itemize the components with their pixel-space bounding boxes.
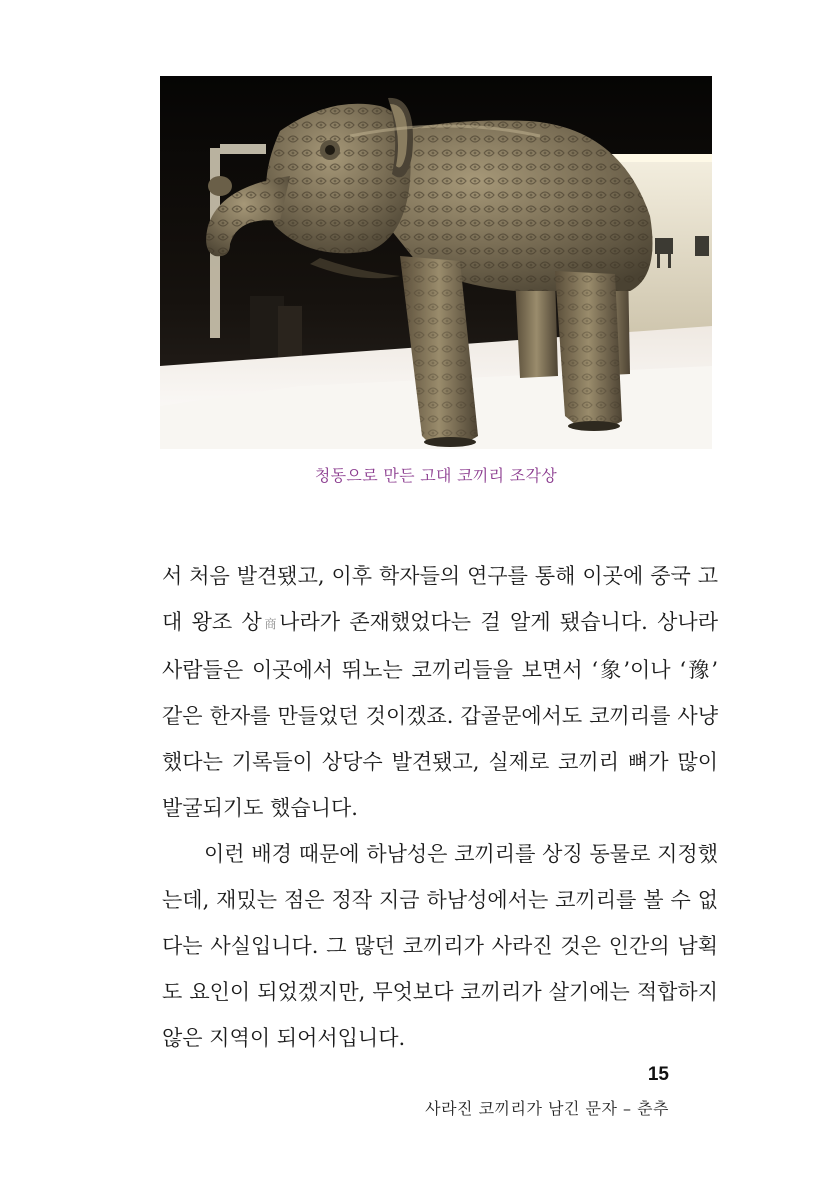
paragraph-2: 이런 배경 때문에 하남성은 코끼리를 상징 동물로 지정했는데, 재밌는 점은 정작 지금 하남성에서는 코끼리를 볼 수 없다는 사실입니다. 그 많던 코끼리가 사라진 것은 인간의 남획도 요인이 되었겠지만, 무엇보다 코끼리가 살기에는 적합하지 않은 지역이 되어서입니다. [162, 842, 718, 1050]
paragraph-1 [162, 553, 718, 831]
page-number: 15 [647, 1064, 669, 1085]
paragraph-1-part-2: 나라가 존재했었다는 걸 알게 됐습니다. 상나라 사람들은 이곳에서 뛰노는 코끼리들을 보면서 ‘象’이나 ‘豫’ 같은 한자를 만들었던 것이겠죠. 갑골문에서도 코끼리를 사냥했다는 기록들이 상당수 발견됐고, 실제로 코끼리 뼈가 많이 발굴되기도 했습니다. [162, 610, 718, 820]
paragraph-1-part-1: 서 처음 발견됐고, 이후 학자들의 연구를 통해 이곳에 중국 고대 왕조 상 [162, 564, 718, 634]
photo-caption: 청동으로 만든 고대 코끼리 조각상 [314, 466, 558, 485]
bronze-elephant-photo [160, 76, 712, 449]
hanja-annotation: 商 [261, 617, 280, 631]
body-text [162, 553, 718, 1061]
running-footer-title: 사라진 코끼리가 남긴 문자 – 춘추 [425, 1099, 669, 1118]
